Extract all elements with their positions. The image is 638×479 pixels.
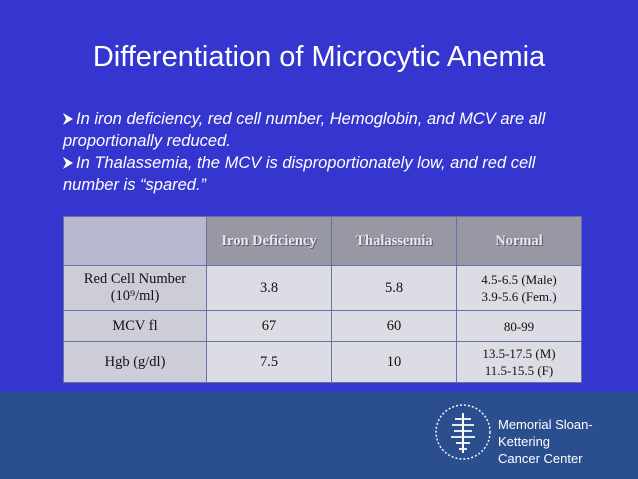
cell-iron-deficiency: 7.5 [207, 342, 332, 383]
table-corner-cell [64, 217, 207, 266]
header-normal: Normal [457, 217, 582, 266]
normal-range-male: 4.5-6.5 (Male) [481, 272, 557, 287]
bullet-text: In iron deficiency, red cell number, Hemoglobin, and MCV are all proportionally reduced. [63, 110, 546, 150]
row-label-red-cell-number [64, 266, 207, 311]
table-row [64, 266, 582, 311]
cell-normal [457, 266, 582, 311]
cell-normal: 80-99 [457, 311, 582, 342]
cell-normal [457, 342, 582, 383]
cell-thalassemia: 5.8 [332, 266, 457, 311]
row-label-hgb: Hgb (g/dl) [64, 342, 207, 383]
cell-iron-deficiency: 67 [207, 311, 332, 342]
bullet-item [63, 152, 563, 196]
logo-line-2: Cancer Center [498, 451, 583, 466]
table-header-row [64, 217, 582, 266]
arrow-bullet-icon [63, 157, 73, 169]
row-label-line: Red Cell Number [83, 271, 187, 287]
logo-text [498, 416, 638, 467]
table-row [64, 311, 582, 342]
bullet-item [63, 108, 563, 152]
msk-tree-logo-icon [433, 401, 493, 463]
normal-range-female: 11.5-15.5 (F) [484, 363, 554, 378]
slide-title: Differentiation of Microcytic Anemia [92, 41, 546, 73]
normal-range-female: 3.9-5.6 (Fem.) [481, 289, 557, 304]
cell-thalassemia: 60 [332, 311, 457, 342]
cell-thalassemia: 10 [332, 342, 457, 383]
header-thalassemia: Thalassemia [332, 217, 457, 266]
row-label-unit: (10⁹/ml) [110, 288, 160, 304]
arrow-bullet-icon [63, 113, 73, 125]
row-label-mcv: MCV fl [64, 311, 207, 342]
cell-iron-deficiency: 3.8 [207, 266, 332, 311]
header-iron-deficiency: Iron Deficiency [207, 217, 332, 266]
table-row [64, 342, 582, 383]
logo-line-1: Memorial Sloan-Kettering [498, 417, 593, 449]
bullet-text: In Thalassemia, the MCV is disproportionately low, and red cell number is “spared.” [63, 154, 536, 194]
normal-range-male: 13.5-17.5 (M) [482, 346, 556, 361]
comparison-table [63, 216, 582, 383]
bullet-list [63, 108, 563, 196]
